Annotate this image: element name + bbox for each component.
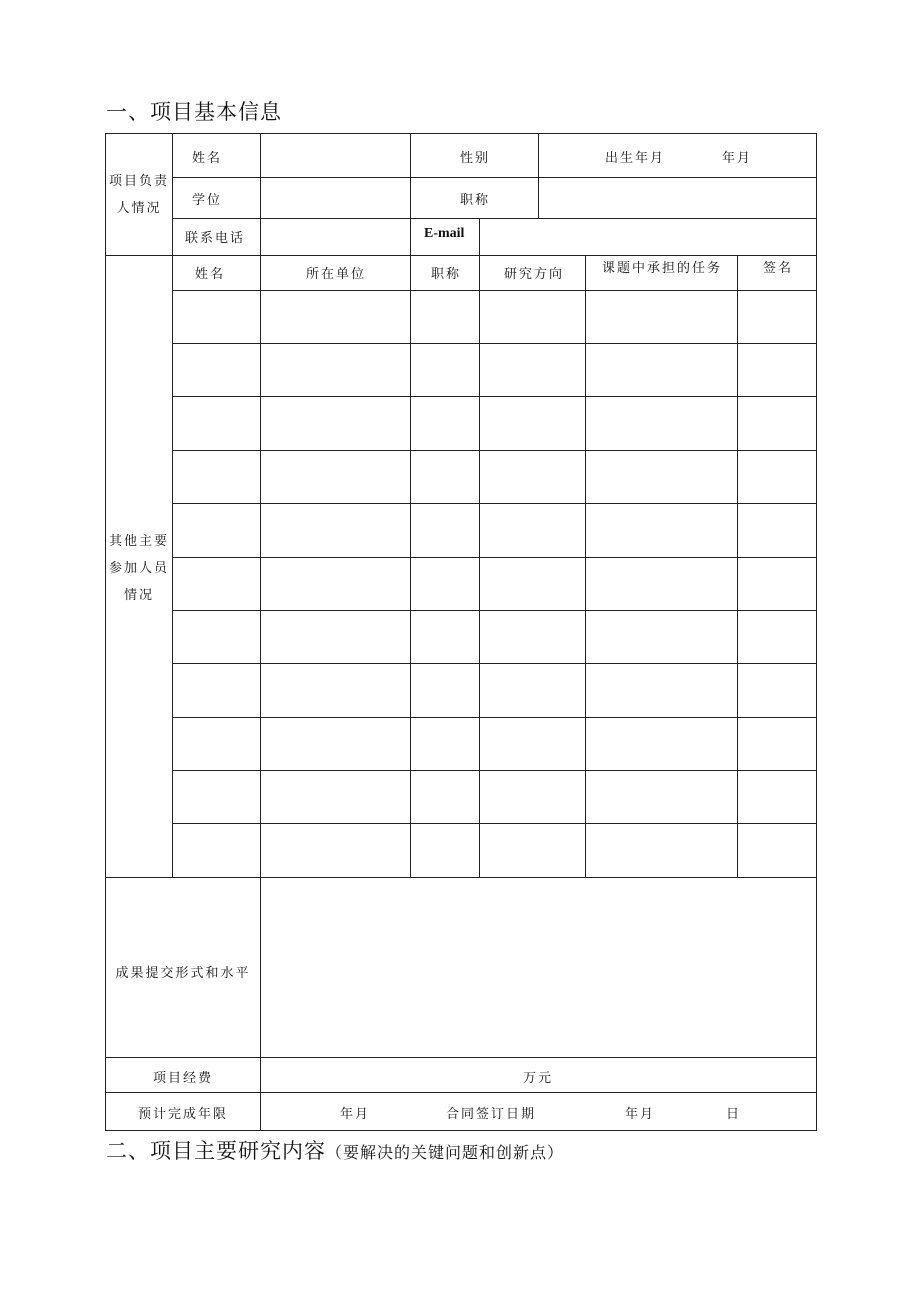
member-task-field[interactable] xyxy=(586,771,737,823)
member-task-field[interactable] xyxy=(586,664,737,717)
members-header-signature: 签名 xyxy=(762,261,794,276)
member-unit-field[interactable] xyxy=(261,451,410,503)
leader-degree-label: 学位 xyxy=(192,193,223,208)
leader-birth-label: 出生年月 xyxy=(605,151,666,166)
members-header-research: 研究方向 xyxy=(503,267,565,282)
member-name-field[interactable] xyxy=(173,397,260,450)
member-title-field[interactable] xyxy=(411,558,479,610)
leader-email-field[interactable] xyxy=(480,219,816,255)
section-2-title-main: 二、项目主要研究内容 xyxy=(106,1139,326,1163)
members-group-label xyxy=(106,528,172,609)
leader-degree-field[interactable] xyxy=(261,178,410,218)
contract-date-day[interactable]: 日 xyxy=(726,1107,742,1122)
leader-group-label-line1: 项目负责 xyxy=(108,174,169,189)
row-divider xyxy=(105,1092,817,1093)
member-task-field[interactable] xyxy=(586,344,737,396)
member-research-field[interactable] xyxy=(480,291,585,343)
member-signature-field[interactable] xyxy=(738,504,816,557)
member-title-field[interactable] xyxy=(411,397,479,450)
member-research-field[interactable] xyxy=(480,771,585,823)
members-header-name: 姓名 xyxy=(194,267,226,282)
section-2-title-sub: （要解决的关键问题和创新点） xyxy=(326,1143,565,1162)
member-signature-field[interactable] xyxy=(738,824,816,877)
member-research-field[interactable] xyxy=(480,451,585,503)
member-name-field[interactable] xyxy=(173,504,260,557)
leader-group-label-line2: 人情况 xyxy=(116,201,162,216)
member-name-field[interactable] xyxy=(173,291,260,343)
member-research-field[interactable] xyxy=(480,344,585,396)
member-name-field[interactable] xyxy=(173,771,260,823)
table-border-left xyxy=(105,133,106,1131)
member-unit-field[interactable] xyxy=(261,291,410,343)
member-task-field[interactable] xyxy=(586,397,737,450)
row-divider xyxy=(105,255,817,256)
member-unit-field[interactable] xyxy=(261,824,410,877)
funding-unit: 万元 xyxy=(522,1071,554,1086)
member-title-field[interactable] xyxy=(411,824,479,877)
leader-group-label xyxy=(106,168,172,222)
member-unit-field[interactable] xyxy=(261,344,410,396)
members-group-label-line2: 参加人员 xyxy=(108,561,169,576)
leader-email-label: E-mail xyxy=(424,226,465,241)
member-task-field[interactable] xyxy=(586,718,737,770)
member-research-field[interactable] xyxy=(480,504,585,557)
member-signature-field[interactable] xyxy=(738,558,816,610)
member-title-field[interactable] xyxy=(411,664,479,717)
member-name-field[interactable] xyxy=(173,451,260,503)
leader-name-label: 姓名 xyxy=(192,151,223,166)
deadline-value[interactable]: 年月 xyxy=(340,1107,371,1122)
members-group-label-line3: 情况 xyxy=(123,588,154,603)
members-header-unit: 所在单位 xyxy=(305,267,367,282)
member-title-field[interactable] xyxy=(411,718,479,770)
leader-gender-label: 性别 xyxy=(460,151,491,166)
member-title-field[interactable] xyxy=(411,771,479,823)
member-unit-field[interactable] xyxy=(261,397,410,450)
member-research-field[interactable] xyxy=(480,664,585,717)
table-border-bottom xyxy=(105,1130,817,1131)
member-task-field[interactable] xyxy=(586,611,737,663)
member-unit-field[interactable] xyxy=(261,504,410,557)
section-1-title: 一、项目基本信息 xyxy=(106,100,282,124)
member-research-field[interactable] xyxy=(480,558,585,610)
leader-title-field[interactable] xyxy=(539,178,816,218)
member-research-field[interactable] xyxy=(480,718,585,770)
leader-name-field[interactable] xyxy=(261,134,410,177)
member-task-field[interactable] xyxy=(586,558,737,610)
member-name-field[interactable] xyxy=(173,824,260,877)
member-signature-field[interactable] xyxy=(738,344,816,396)
member-name-field[interactable] xyxy=(173,344,260,396)
leader-gender-field[interactable] xyxy=(411,134,538,177)
deadline-label: 预计完成年限 xyxy=(137,1107,229,1122)
table-border-right xyxy=(816,133,817,1131)
member-unit-field[interactable] xyxy=(261,771,410,823)
leader-phone-label: 联系电话 xyxy=(185,231,246,246)
member-name-field[interactable] xyxy=(173,664,260,717)
member-name-field[interactable] xyxy=(173,611,260,663)
member-title-field[interactable] xyxy=(411,611,479,663)
member-unit-field[interactable] xyxy=(261,558,410,610)
members-header-title: 职称 xyxy=(430,267,462,282)
member-signature-field[interactable] xyxy=(738,397,816,450)
contract-date-label: 合同签订日期 xyxy=(446,1107,537,1122)
section-2-title xyxy=(106,1135,564,1165)
member-signature-field[interactable] xyxy=(738,451,816,503)
results-label: 成果提交形式和水平 xyxy=(115,966,251,981)
member-unit-field[interactable] xyxy=(261,718,410,770)
leader-birth-value[interactable]: 年月 xyxy=(722,151,753,166)
member-name-field[interactable] xyxy=(173,718,260,770)
leader-title-label: 职称 xyxy=(460,193,491,208)
member-signature-field[interactable] xyxy=(738,771,816,823)
member-signature-field[interactable] xyxy=(738,611,816,663)
member-title-field[interactable] xyxy=(411,451,479,503)
member-task-field[interactable] xyxy=(586,451,737,503)
members-header-task: 课题中承担的任务 xyxy=(601,261,723,276)
member-unit-field[interactable] xyxy=(261,664,410,717)
member-research-field[interactable] xyxy=(480,824,585,877)
members-group-label-line1: 其他主要 xyxy=(108,534,169,549)
member-name-field[interactable] xyxy=(173,558,260,610)
member-research-field[interactable] xyxy=(480,611,585,663)
member-signature-field[interactable] xyxy=(738,718,816,770)
leader-phone-field[interactable] xyxy=(261,219,410,255)
member-research-field[interactable] xyxy=(480,397,585,450)
member-task-field[interactable] xyxy=(586,824,737,877)
contract-date-ym[interactable]: 年月 xyxy=(625,1107,656,1122)
member-title-field[interactable] xyxy=(411,291,479,343)
results-field[interactable] xyxy=(261,878,816,1057)
member-task-field[interactable] xyxy=(586,504,737,557)
member-signature-field[interactable] xyxy=(738,291,816,343)
funding-label: 项目经费 xyxy=(152,1071,214,1086)
member-unit-field[interactable] xyxy=(261,611,410,663)
member-title-field[interactable] xyxy=(411,344,479,396)
member-task-field[interactable] xyxy=(586,291,737,343)
member-signature-field[interactable] xyxy=(738,664,816,717)
member-title-field[interactable] xyxy=(411,504,479,557)
